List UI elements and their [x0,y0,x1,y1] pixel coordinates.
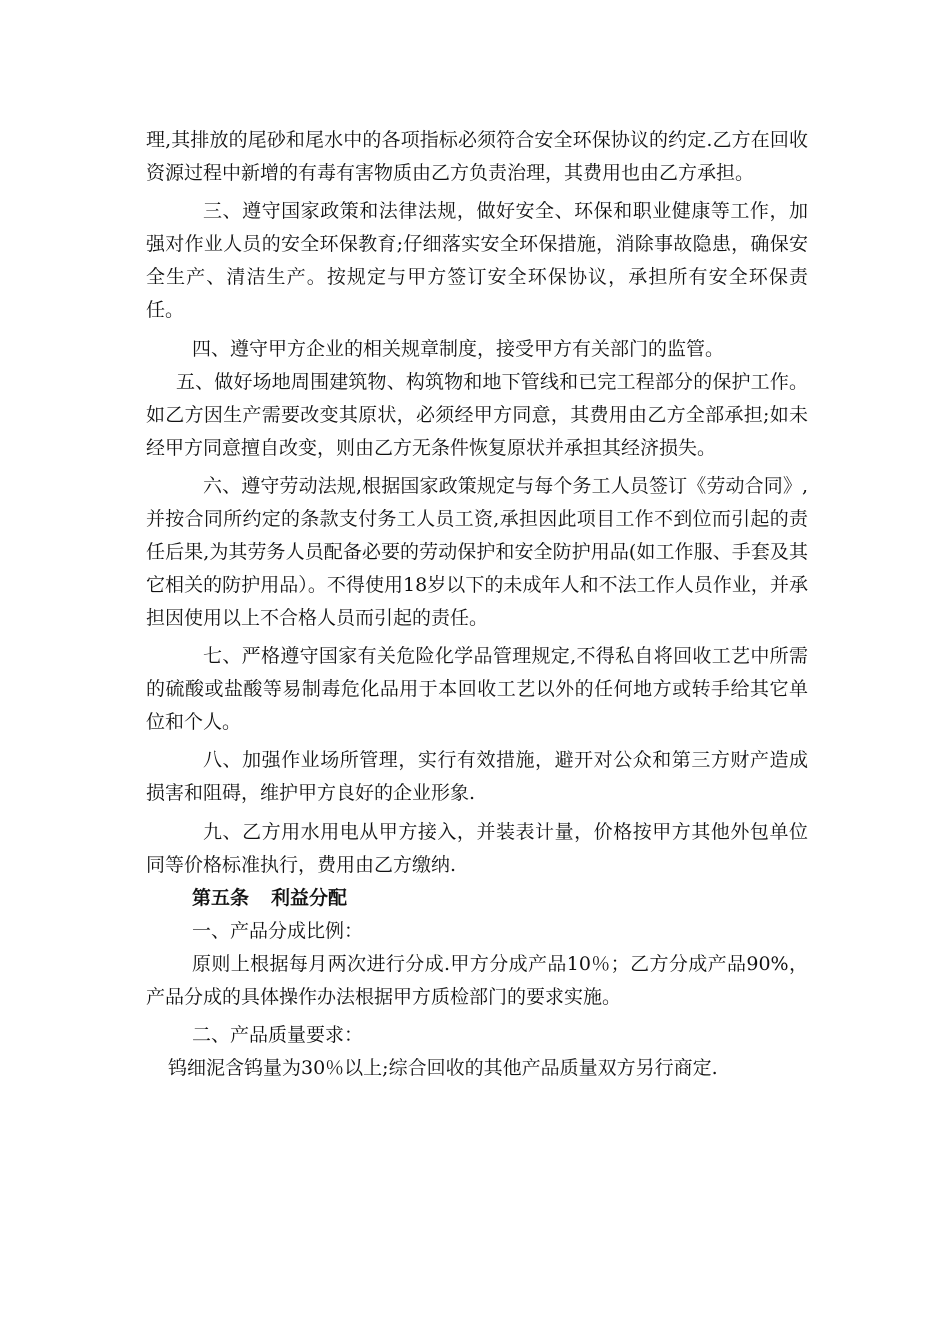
article-heading [146,882,808,915]
paragraph-clause-7: 七、严格遵守国家有关危险化学品管理规定,不得私自将回收工艺中所需的硫酸或盐酸等易制毒危化品用于本回收工艺以外的任何地方或转手给其它单位和个人。 [146,645,808,733]
paragraph-clause-9: 九、乙方用水用电从甲方接入，并装表计量，价格按甲方其他外包单位同等价格标准执行，费用由乙方缴纳. [146,821,808,876]
subheading-quality: 二、产品质量要求： [192,1024,364,1046]
paragraph-clause-5: 五、做好场地周围建筑物、构筑物和地下管线和已完工程部分的保护工作。如乙方因生产需要改变其原状，必须经甲方同意，其费用由乙方全部承担;如未经甲方同意擅自改变，则由乙方无条件恢复原状并承担其经济损失。 [146,371,808,459]
article-title: 利益分配 [271,887,348,909]
paragraph-share-ratio: 原则上根据每月两次进行分成.甲方分成产品10％；乙方分成产品90%，产品分成的具体操作办法根据甲方质检部门的要求实施。 [146,953,808,1008]
paragraph-clause-3: 三、遵守国家政策和法律法规，做好安全、环保和职业健康等工作，加强对作业人员的安全环保教育;仔细落实安全环保措施，消除事故隐患，确保安全生产、清洁生产。按规定与甲方签订安全环保协议，承担所有安全环保责任。 [146,200,808,321]
paragraph-clause-4: 四、遵守甲方企业的相关规章制度，接受甲方有关部门的监管。 [192,338,725,360]
article-number: 第五条 [192,887,250,909]
paragraph-clause-8: 八、加强作业场所管理，实行有效措施，避开对公众和第三方财产造成损害和阻碍，维护甲方良好的企业形象. [146,749,808,804]
paragraph-quality: 钨细泥含钨量为30％以上;综合回收的其他产品质量双方另行商定. [168,1057,718,1079]
subheading-share-ratio: 一、产品分成比例： [192,920,364,942]
paragraph-clause-6: 六、遵守劳动法规,根据国家政策规定与每个务工人员签订《劳动合同》,并按合同所约定的条款支付务工人员工资,承担因此项目工作不到位而引起的责任后果,为其劳务人员配备必要的劳动保护和安全防护用品(如工作服、手套及其它相关的防护用品）。不得使用18岁以下的未成年人和不法工作人员作业，并承担因使用以上不合格人员而引起的责任。 [146,475,808,629]
paragraph-continuation: 理,其排放的尾砂和尾水中的各项指标必须符合安全环保协议的约定.乙方在回收资源过程中新增的有毒有害物质由乙方负责治理，其费用也由乙方承担。 [146,129,808,184]
document-body [146,124,808,1085]
